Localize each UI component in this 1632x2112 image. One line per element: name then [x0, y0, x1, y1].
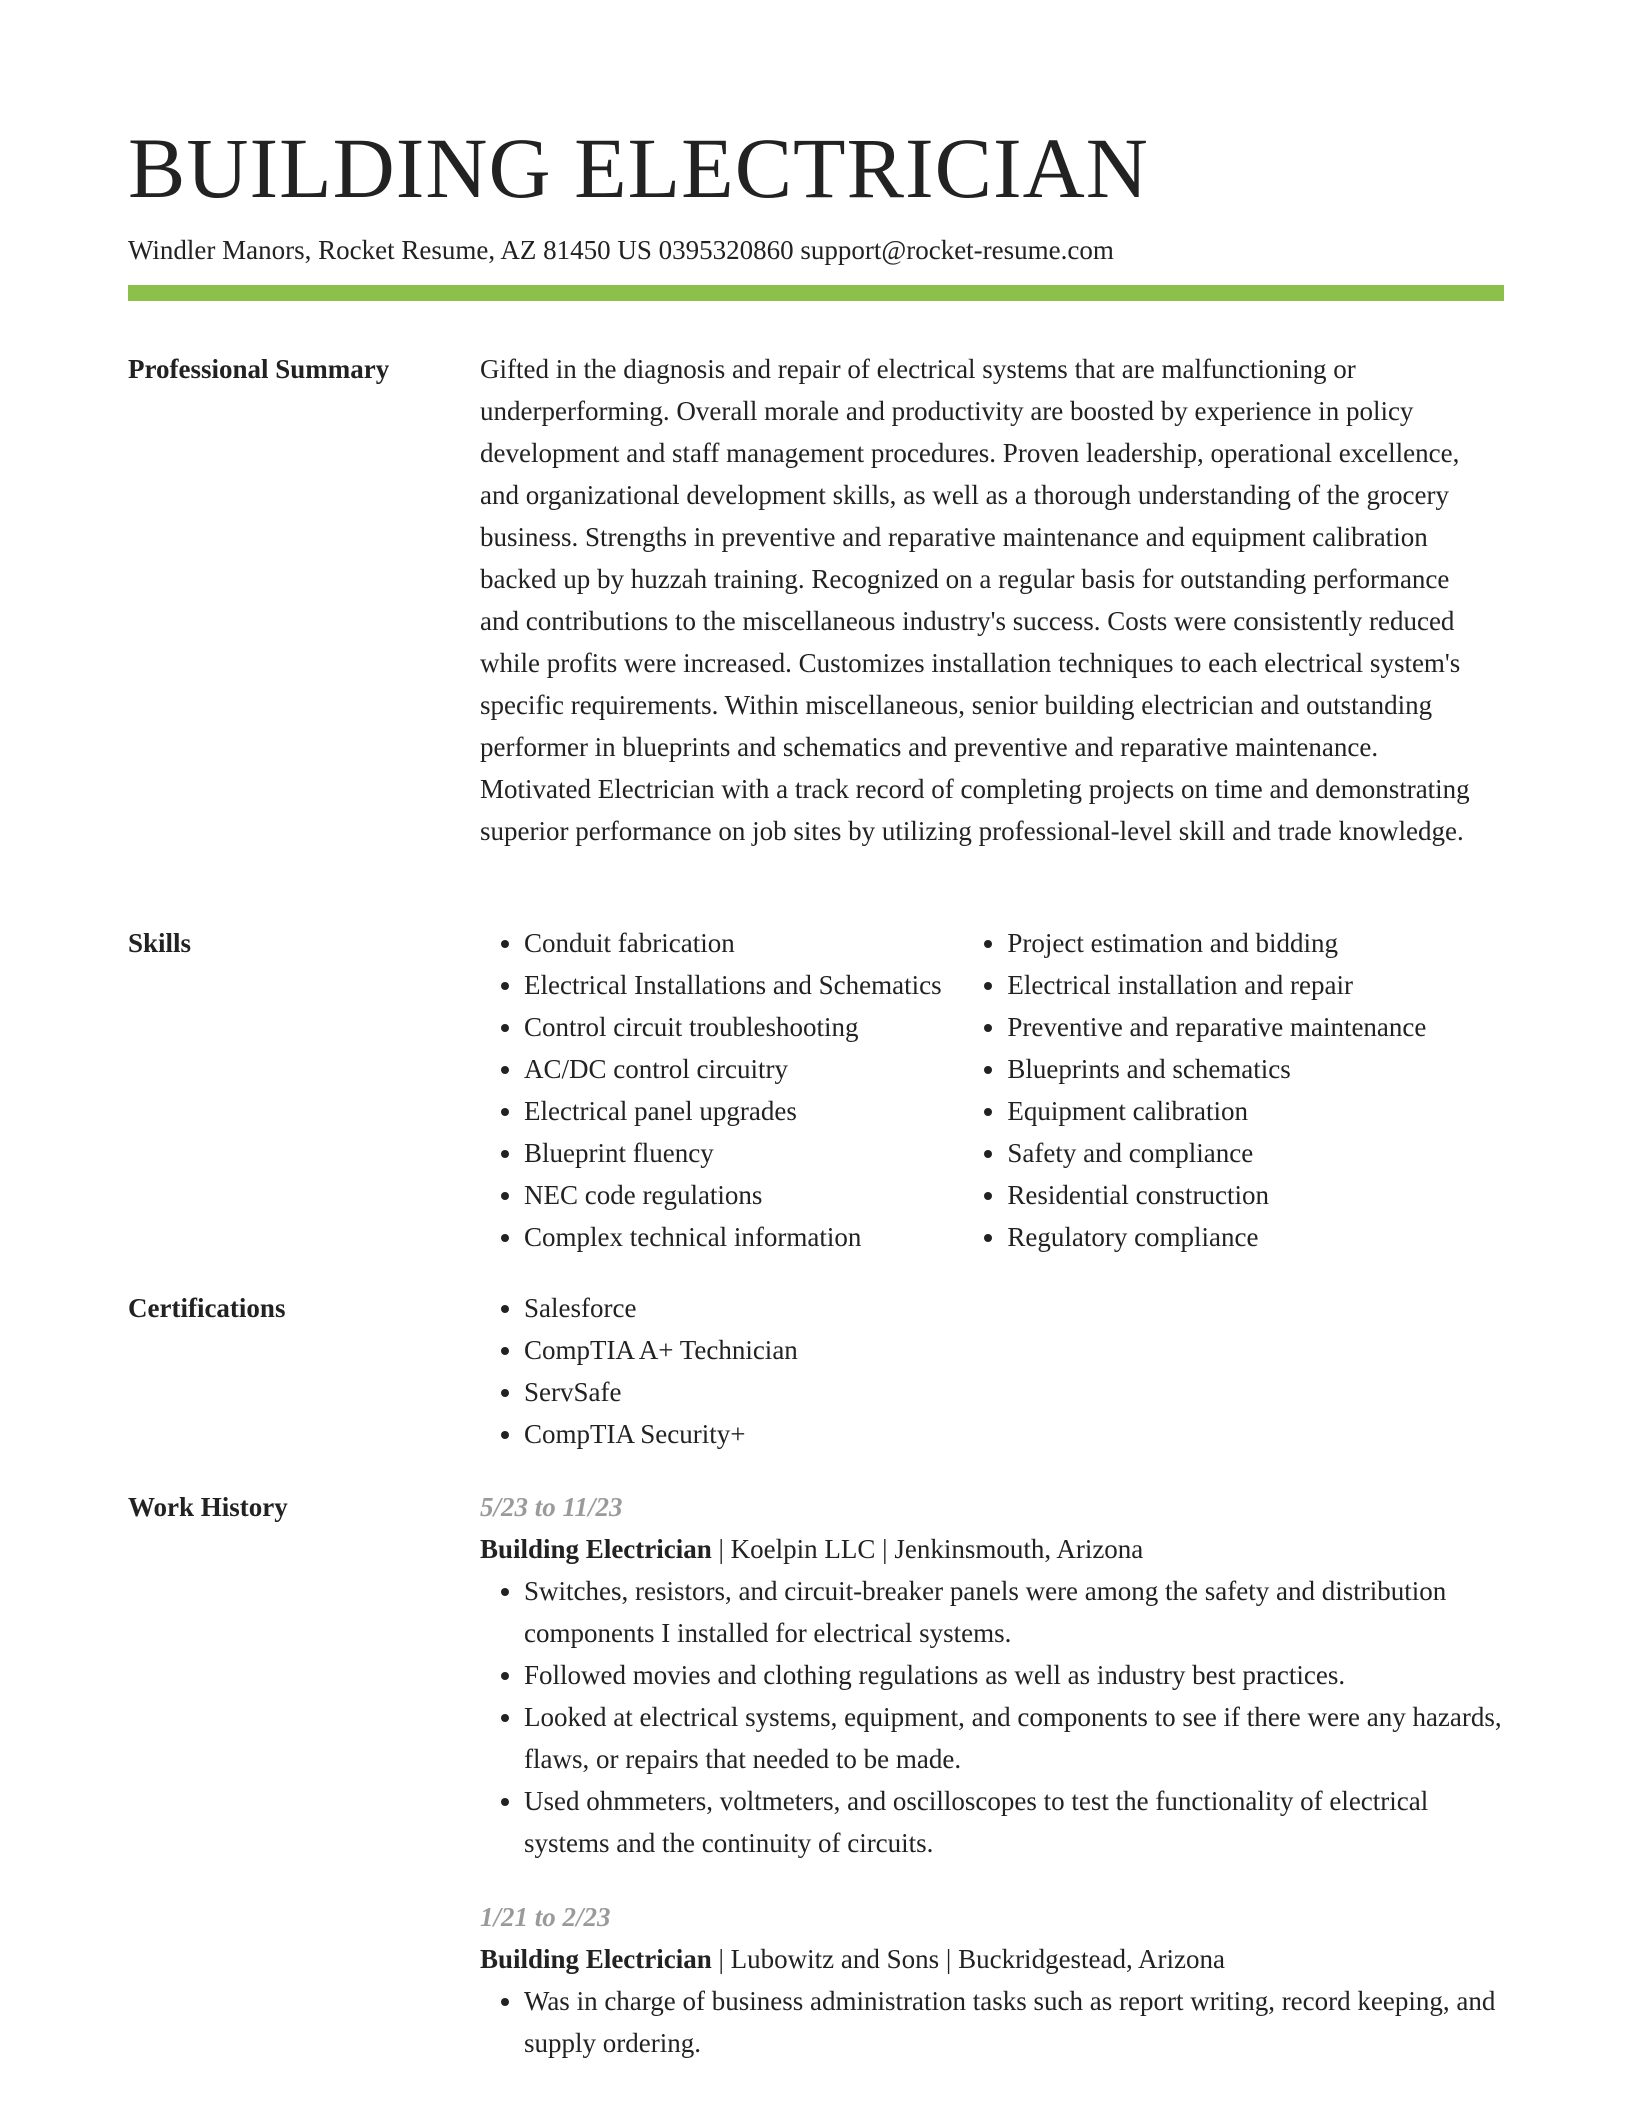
skill-item: • NEC code regulations — [524, 1174, 963, 1216]
job-duty: • Looked at electrical systems, equipment, and components to see if there were any hazards, flaws, or repairs that needed to be made. — [524, 1696, 1504, 1780]
certification-item: • CompTIA Security+ — [524, 1413, 1504, 1455]
job-duties-list — [480, 1980, 1504, 2064]
job-duty: • Followed movies and clothing regulations as well as industry best practices. — [524, 1654, 1504, 1696]
job-dates: 5/23 to 11/23 — [480, 1492, 623, 1522]
contact-line: Windler Manors, Rocket Resume, AZ 81450 US 0395320860 support@rocket-resume.com — [128, 235, 1114, 265]
skill-item: • AC/DC control circuitry — [524, 1048, 963, 1090]
skill-item: • Project estimation and bidding — [1007, 922, 1504, 964]
skill-item: • Regulatory compliance — [1007, 1216, 1504, 1258]
skill-item: • Equipment calibration — [1007, 1090, 1504, 1132]
skill-item: • Blueprints and schematics — [1007, 1048, 1504, 1090]
job-entry — [480, 1486, 1504, 1864]
summary-text: Gifted in the diagnosis and repair of electrical systems that are malfunctioning or underperforming. Overall morale and productivity are boosted by experience in policy development and staff management procedures. Proven leadership, operational excellence, and organizational development skills, as well as a thorough understanding of the grocery business. Strengths in preventive and reparative maintenance and equipment calibration backed up by huzzah training. Recognized on a regular basis for outstanding performance and contributions to the miscellaneous industry's success. Costs were consistently reduced while profits were increased. Customizes installation techniques to each electrical system's specific requirements. Within miscellaneous, senior building electrician and outstanding performer in blueprints and schematics and preventive and reparative maintenance. Motivated Electrician with a track record of completing projects on time and demonstrating superior performance on job sites by utilizing professional-level skill and trade knowledge. — [480, 354, 1470, 846]
skills-label: Skills — [128, 928, 192, 958]
skill-item: • Safety and compliance — [1007, 1132, 1504, 1174]
job-duties-list — [480, 1570, 1504, 1864]
skill-item: • Complex technical information — [524, 1216, 963, 1258]
skill-item: • Blueprint fluency — [524, 1132, 963, 1174]
summary-label: Professional Summary — [128, 354, 390, 384]
job-title: Building Electrician — [480, 1534, 712, 1564]
job-employer-location: | Koelpin LLC | Jenkinsmouth, Arizona — [711, 1534, 1144, 1564]
certification-item: • ServSafe — [524, 1371, 1504, 1413]
skill-item: • Control circuit troubleshooting — [524, 1006, 963, 1048]
job-duty: • Used ohmmeters, voltmeters, and oscilloscopes to test the functionality of electrical systems and the continuity of circuits. — [524, 1780, 1504, 1864]
job-title-line — [480, 1938, 1504, 1980]
skills-list-right — [963, 922, 1504, 1258]
certifications-list — [480, 1287, 1504, 1455]
work-history-label: Work History — [128, 1492, 288, 1522]
job-dates: 1/21 to 2/23 — [480, 1902, 611, 1932]
job-title: Building Electrician — [480, 1944, 712, 1974]
skill-item: • Electrical panel upgrades — [524, 1090, 963, 1132]
resume-name: BUILDING ELECTRICIAN — [128, 120, 1149, 216]
skill-item: • Electrical installation and repair — [1007, 964, 1504, 1006]
job-duty: • Was in charge of business administration tasks such as report writing, record keeping, and supply ordering. — [524, 1980, 1504, 2064]
accent-divider — [128, 285, 1504, 301]
skill-item: • Residential construction — [1007, 1174, 1504, 1216]
certifications-label: Certifications — [128, 1293, 286, 1323]
skill-item: • Preventive and reparative maintenance — [1007, 1006, 1504, 1048]
job-duty: • Switches, resistors, and circuit-breaker panels were among the safety and distribution components I installed for electrical systems. — [524, 1570, 1504, 1654]
certification-item: • CompTIA A+ Technician — [524, 1329, 1504, 1371]
skill-item: • Electrical Installations and Schematics — [524, 964, 963, 1006]
job-entry — [480, 1896, 1504, 2064]
job-employer-location: | Lubowitz and Sons | Buckridgestead, Arizona — [711, 1944, 1225, 1974]
job-title-line — [480, 1528, 1504, 1570]
skills-list-left — [480, 922, 963, 1258]
skill-item: • Conduit fabrication — [524, 922, 963, 964]
certification-item: • Salesforce — [524, 1287, 1504, 1329]
